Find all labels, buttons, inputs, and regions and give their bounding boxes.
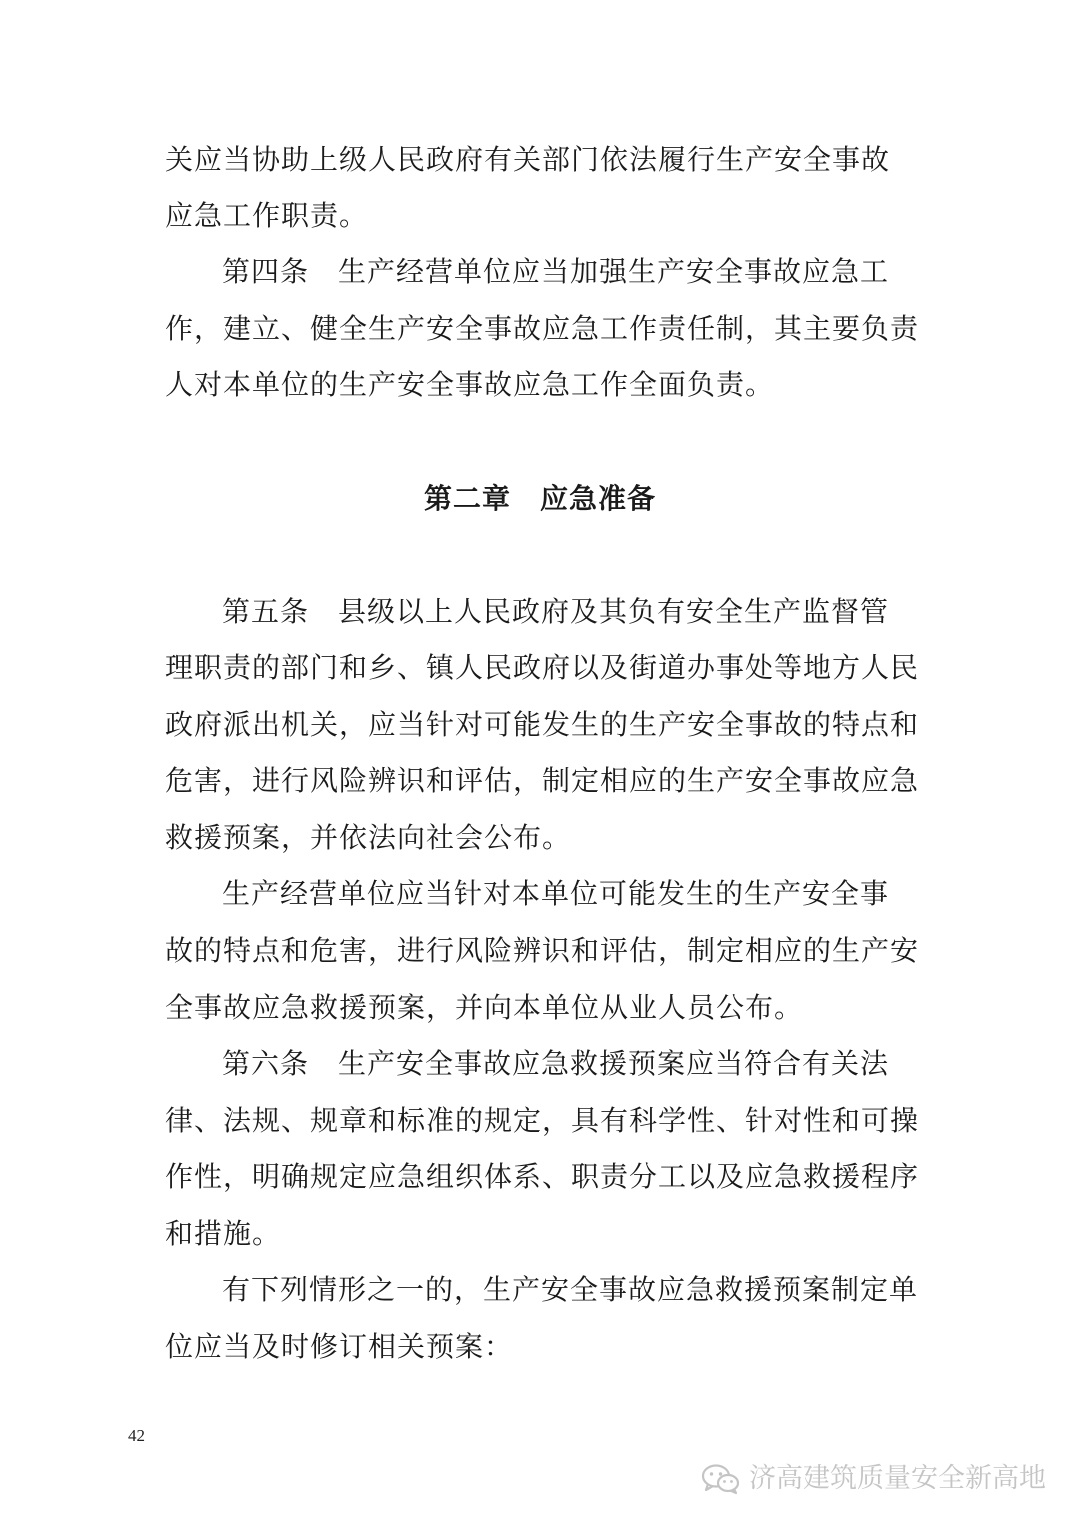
body-text-line: 位应当及时修订相关预案： <box>165 1330 514 1363</box>
article-6-line: 第六条 生产安全事故应急救援预案应当符合有关法 <box>222 1047 890 1080</box>
wechat-icon <box>701 1463 741 1495</box>
page-number: 42 <box>128 1426 145 1445</box>
body-text-line: 关应当协助上级人民政府有关部门依法履行生产安全事故 <box>165 143 891 176</box>
body-text-line: 人对本单位的生产安全事故应急工作全面负责。 <box>165 368 775 401</box>
body-text-line: 作性，明确规定应急组织体系、职责分工以及应急救援程序 <box>165 1160 920 1193</box>
body-text-line: 律、法规、规章和标准的规定，具有科学性、针对性和可操 <box>165 1104 920 1137</box>
wechat-watermark <box>701 1461 1046 1497</box>
article-5-line: 第五条 县级以上人民政府及其负有安全生产监督管 <box>222 595 890 628</box>
body-text-line: 应急工作职责。 <box>165 199 369 232</box>
body-text-line: 理职责的部门和乡、镇人民政府以及街道办事处等地方人民 <box>165 651 920 684</box>
body-text-line: 和措施。 <box>165 1217 282 1250</box>
body-text-line: 全事故应急救援预案，并向本单位从业人员公布。 <box>165 991 804 1024</box>
watermark-text: 济高建筑质量安全新高地 <box>749 1463 1046 1494</box>
chapter-title: 第二章 应急准备 <box>423 482 656 515</box>
body-text-line: 有下列情形之一的，生产安全事故应急救援预案制定单 <box>222 1273 919 1306</box>
body-text-line: 生产经营单位应当针对本单位可能发生的生产安全事 <box>222 877 890 910</box>
body-text-line: 危害，进行风险辨识和评估，制定相应的生产安全事故应急 <box>165 764 920 797</box>
body-text-line: 故的特点和危害，进行风险辨识和评估，制定相应的生产安 <box>165 934 920 967</box>
body-text-line: 政府派出机关，应当针对可能发生的生产安全事故的特点和 <box>165 708 920 741</box>
body-text-line: 救援预案，并依法向社会公布。 <box>165 821 572 854</box>
body-text-line: 作，建立、健全生产安全事故应急工作责任制，其主要负责 <box>165 312 920 345</box>
article-4-line: 第四条 生产经营单位应当加强生产安全事故应急工 <box>222 255 890 288</box>
